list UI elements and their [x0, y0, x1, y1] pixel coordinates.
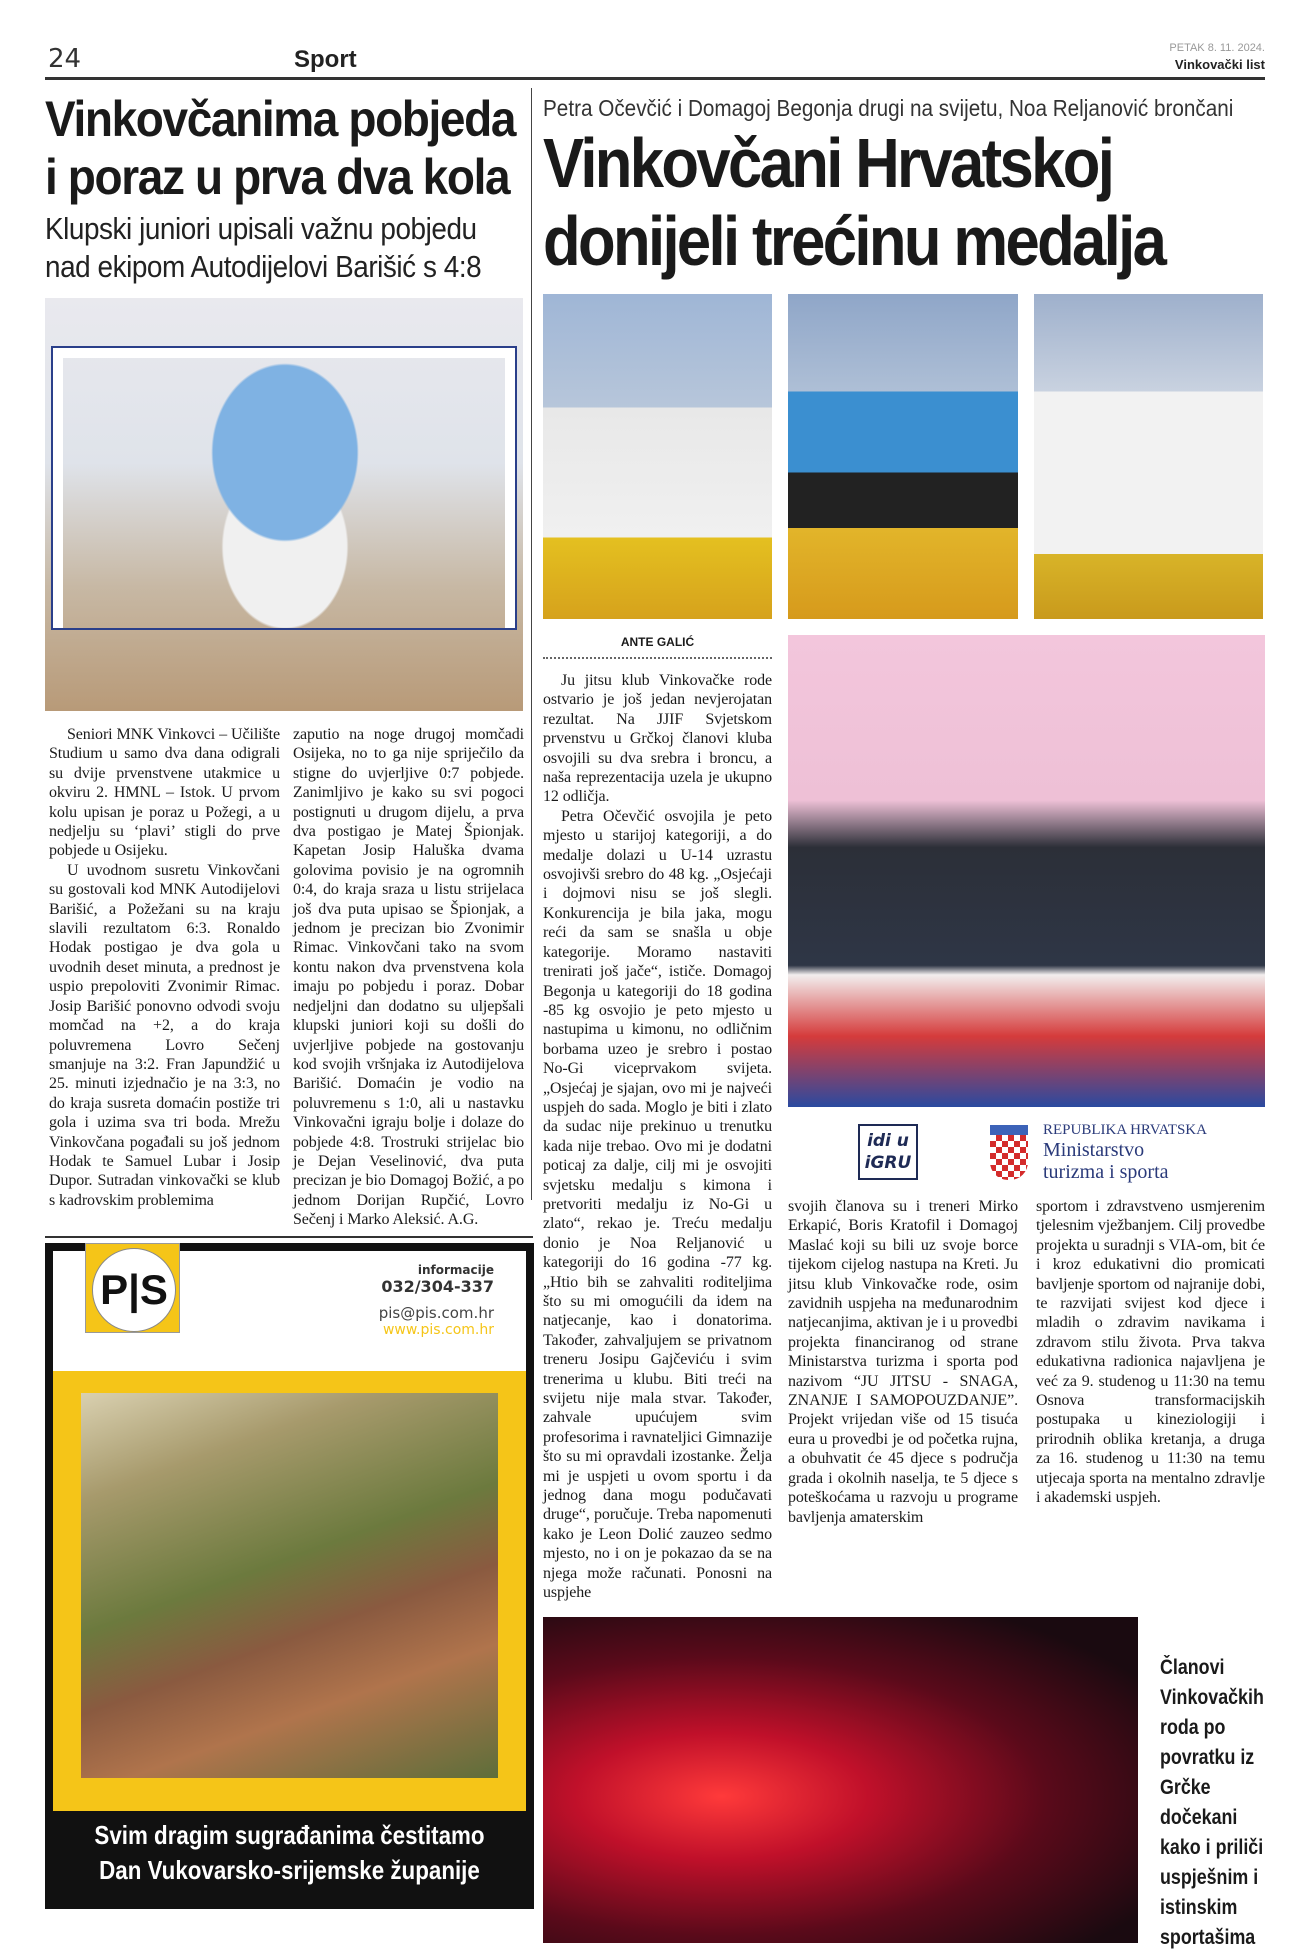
slogan-line: Dan Vukovarsko-srijemske županije — [99, 1854, 480, 1885]
column-divider — [531, 88, 532, 1200]
athlete-photo-ocevcic — [1034, 294, 1263, 619]
ministry-logo-text — [1043, 1122, 1207, 1183]
pis-logo — [85, 1243, 180, 1333]
ad-phone: 032/304-337 — [381, 1276, 494, 1296]
slogan-line: Svim dragim sugrađanima čestitamo — [94, 1819, 485, 1850]
issue-date: PETAK 8. 11. 2024. — [1169, 42, 1265, 54]
athlete-photo-reljanovic — [788, 294, 1018, 619]
right-column — [543, 88, 1265, 1953]
pis-advertisement — [45, 1243, 534, 1909]
left-subheadline: Klupski juniori upisali važnu pobjedu nad ekipom Autodijelovi Barišić s 4:8 — [45, 211, 482, 284]
team-cake-photo — [788, 635, 1265, 1107]
right-article-col2 — [788, 1197, 1018, 1527]
page-number: 24 — [48, 44, 82, 74]
section-title: Sport — [294, 46, 357, 73]
athlete-photos — [543, 294, 1265, 619]
paragraph: Petra Očevčić osvojila je peto mjesto u starijoj kategoriji, a do medalje dolazi u U-14 uzrastu osvojivši srebro do 48 kg. „Osjećaji i dojmovi nisu se još slegli. Konkurencija je bila jaka, mogu reći da sam se snašla u obje kategorije. Moramo nastaviti trenirati još jače“, ističe. Domagoj Begonja u kategoriji do 18 godina -85 kg osvojio je peto mjesto u nastupima u kimonu, no odličnim borbama uzeo je srebro i postao No-Gi viceprvakom svijeta. „Osjećaj je sjajan, ovo mi je najveći uspjeh do sada. Moglo je biti i zlato da sudac nije prekinuo u trenutku kada nije trebao. Ovo mi je dodatni poticaj za dalje, cilj mi je osvojiti svjetsku medalju s kimona i pretvoriti medalju iz No-Gi u zlato“, rekao je. Treću medalju donio je Noa Reljanović u kategoriji do 16 godina -77 kg. „Htio bih se zahvaliti roditeljima što su mi omogućili da idem na natjecanje, kao i donatorima. Također, zahvaljujem se privatnom treneru Josipu Gajčeviću i svim trenerima u klubu. Biti treći na svijetu nije mala stvar. Također, zahvale upućujem svim profesorima i ravnateljici Gimnazije što su mi opravdali izostanke. Želja mi je uspjeti u ovom sportu i da jednog dana mogu podučavati druge“, poručuje. Treba napomenuti kako je Leon Dolić zauzeo sedmo mjesto, no i on je pokazao da se na njega može računati. Ponosni na uspjehe — [543, 807, 772, 1602]
ministry-top: REPUBLIKA HRVATSKA — [1043, 1121, 1207, 1138]
ministry-line: Ministarstvo — [1043, 1138, 1145, 1161]
right-article-col1 — [543, 671, 772, 1603]
futsal-team-photo — [45, 298, 523, 711]
paragraph: Seniori MNK Vinkovci – Učilište Studium u samo dva dana odigrali su dvije prvenstvene utakmice u okviru 2. HMNL – Istok. U prvom kolu upisan je poraz u Požegi, a u nedjelju su ‘plavi’ stigli do prve pobjede u Osijeku. — [49, 726, 280, 860]
paragraph: U uvodnom susretu Vinkovčani su gostovali kod MNK Autodijelovi Barišić, a Požežani su na kraju slavili rezultatom 6:3. Ronaldo Hodak postigao je dva gola u uvodnih deset minuta, a prednost je uspio prepoloviti Zvonimir Rimac. Josip Barišić ponovno odvodi svoju momčad na +2, a do kraja poluvremena Lovro Sečenj smanjuje na 3:2. Fran Japundžić u 25. minuti izjednačio je na 3:3, no do kraja susreta domaćin postiže tri gola i uzima sva tri boda. Mrežu Vinkovčana pogađali su još jednom Hodak te Samuel Lubar i Josip Dupor. Sutradan vinkovački se klub s kadrovskim problemima — [49, 861, 280, 1209]
left-headline: Vinkovčanima pobjeda i poraz u prva dva kola — [45, 91, 516, 205]
town-aerial-photo — [81, 1393, 498, 1778]
article-rule — [45, 1236, 533, 1238]
right-headline: Vinkovčani Hrvatskoj donijeli trećinu medalja — [543, 124, 1165, 280]
header-rule — [45, 77, 1265, 80]
right-article-sidebar — [788, 635, 1265, 1527]
ad-website: www.pis.com.hr — [382, 1321, 494, 1338]
ad-slogan — [79, 1818, 500, 1888]
ad-contact — [379, 1263, 494, 1338]
right-article-body — [543, 635, 1265, 1603]
right-article-lower-cols — [788, 1197, 1265, 1527]
pis-logo-text: P|S — [92, 1248, 176, 1332]
left-article-col2 — [293, 725, 524, 1230]
byline: ANTE GALIĆ — [543, 635, 772, 659]
right-kicker: Petra Očevčić i Domagoj Begonja drugi na svijetu, Noa Reljanović brončani — [543, 95, 1234, 121]
idi-u-igru-logo: idi u iGRU — [858, 1124, 918, 1180]
bottom-photo-row — [543, 1617, 1265, 1953]
paper-name: Vinkovački list — [1174, 57, 1265, 72]
players — [140, 358, 430, 628]
croatia-coat-of-arms-icon — [990, 1125, 1028, 1180]
photo-caption: Članovi Vinkovačkih roda po povratku iz Grčke dočekani kako i priliči uspješnim i istinskim sportašima — [1160, 1655, 1264, 1949]
right-article-col3 — [1036, 1197, 1265, 1508]
info-label: informacije — [417, 1262, 494, 1277]
ad-email: pis@pis.com.hr — [378, 1303, 494, 1322]
welcome-night-photo — [543, 1617, 1138, 1943]
right-article-col1-wrap — [543, 635, 772, 1603]
ministry-line: turizma i sporta — [1043, 1160, 1169, 1183]
left-article-text — [45, 725, 525, 1230]
paragraph: svojih članova su i treneri Mirko Erkapić, Boris Kratofil i Domagoj Maslać koji su bili uz svoje borce tijekom cijelog nastupa na Kreti. Ju jitsu klub Vinkovačke rode, osim zavidnih uspjeha na međunarodnim natjecanjima, aktivan je i u provedbi projekta financiranog od strane Ministarstva turizma i sporta pod nazivom “JU JITSU - SNAGA, ZNANJE I SAMOPOUZDANJE”. Projekt vrijedan više od 15 tisuća eura u provedbi je od početka rujna, a obuhvatit će 45 djece s područja grada i okolnih naselja, te 5 djece s poteškoćama u razvoju u programe bavljenja amaterskim — [788, 1198, 1018, 1526]
paragraph: zaputio na noge drugoj momčadi Osijeka, no to ga nije spriječilo da stigne do uvjerljive 0:7 pobjede. Zanimljivo je kako su svi pogoci postignuti u drugom dijelu, a prva dva postigao je Matej Špionjak. Kapetan Josip Haluška dvama golovima povisio je na ogromnih 0:4, do kraja sraza u listu strijelaca još dva puta upisao se Špionjak, a jednom je precizan bio Zvonimir Rimac. Vinkovčani tako na svom kontu nakon dva prvenstvena kola imaju po pobjedu i poraz. Dobar nedjeljni dan dodatno su uljepšali klupski juniori koji su došli do uvjerljive pobjede na gostovanju kod svojih vršnjaka iz Autodijelova Barišić. Domaćin je vodio na poluvremenu s 1:0, ali u nastavku Vinkovačni igraju bolje i dolaze do pobjede 4:8. Trostruki strijelac bio je Dejan Veselinović, dva puta precizan je bio Domagoj Božić, a po jednom Dorijan Rupčić, Lovro Sečenj i Marko Aleksić. A.G. — [293, 726, 524, 1229]
athlete-photo-begonja — [543, 294, 772, 619]
left-article-col1 — [49, 725, 280, 1210]
left-column — [45, 88, 525, 1909]
sponsor-logos — [788, 1107, 1265, 1197]
paragraph: sportom i zdravstveno usmjerenim tjelesnim vježbanjem. Cilj provedbe projekta u suradnji s VIA-om, bit će i kroz edukativni dio promicati bavljenje sportom od najranije dobi, te razvijati svijest kod djece i mladih o zdravim navikama i zdravom stilu života. Prva takva edukativna radionica najavljena je već za 9. studenog u 11:30 na temu Osnova transformacijskih postupaka u kineziologiji i prirodnih oblika kretanja, a druga za 16. studenog u 11:30 na temu utjecaja sporta na mentalno zdravlje i akademski uspjeh. — [1036, 1198, 1265, 1507]
paragraph: Ju jitsu klub Vinkovačke rode ostvario je još jedan nevjerojatan rezultat. Na JJIF Svjetskom prvenstvu u Grčkoj članovi kluba osvojili su dva srebra i broncu, a naša reprezentacija uzela je ukupno 12 odličja. — [543, 672, 772, 806]
